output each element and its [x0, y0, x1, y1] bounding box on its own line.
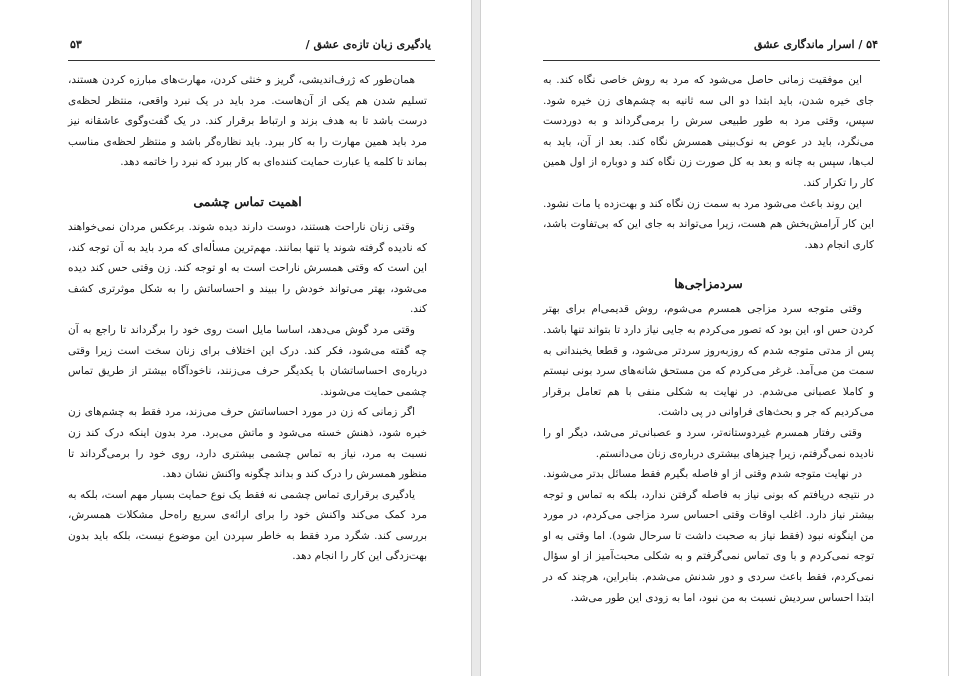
paragraph: وقتی مرد گوش می‌دهد، اساسا مایل است روی خود را برگرداند تا راجع به آن چه گفته می‌شود، فکر کند. درک این اختلاف برای زنان سخت است زیرا وقتی درباره‌ی احساساتشان با یکدیگر حرف می‌زنند، ناخودآگاه بیشتر از طریق تماس چشمی حمایت می‌شوند.	[68, 323, 427, 398]
left-page-header-title: یادگیری زبان تازه‌ی عشق /	[305, 38, 431, 51]
book-gutter	[472, 0, 480, 676]
left-page-body	[68, 70, 427, 567]
left-page-number: ۵۳	[70, 38, 82, 51]
paragraph: یادگیری برقراری تماس چشمی نه فقط یک نوع حمایت بسیار مهم است، بلکه به مرد کمک می‌کند واکنش خود را برای ارائه‌ی سریع راه‌حل مشکلات همسرش، بررسی کند. شگرد مرد فقط به خاطر سپردن این موضوع نیست، بلکه باید بدون بهت‌زدگی این کار را انجام دهد.	[68, 488, 427, 563]
left-header-rule	[68, 60, 435, 61]
paragraph: وقتی رفتار همسرم غیردوستانه‌تر، سرد و عصبانی‌تر می‌شد، دیگر او را نادیده نمی‌گرفتم، زیرا چیزهای بیشتری درباره‌ی زنان می‌دانستم.	[543, 426, 874, 460]
paragraph: این موفقیت زمانی حاصل می‌شود که مرد به روش خاصی نگاه کند. به جای خیره شدن، باید ابتدا دو الی سه ثانیه به چشم‌های زن خیره شود. سپس، وقتی مرد به طور طبیعی سرش را برمی‌گرداند و به دوردست می‌نگرد، باید در عوض به نوک‌بینی همسرش نگاه کند. بعد از آن، باید به لب‌ها، سپس به چانه و بعد به کل صورت زن نگاه کند و دوباره از اول همین کار را تکرار کند.	[543, 74, 874, 189]
section-heading-coldness: سردمزاجی‌ها	[674, 276, 743, 292]
left-page	[0, 0, 472, 676]
paragraph: این روند باعث می‌شود مرد به سمت زن نگاه کند و بهت‌زده یا مات نشود. این کار آرامش‌بخش هم هست، زیرا می‌تواند به جای این که بی‌تفاوت باشد، کاری انجام دهد.	[543, 197, 874, 251]
paragraph: وقتی زنان ناراحت هستند، دوست دارند دیده شوند. برعکس مردان نمی‌خواهند که نادیده گرفته شوند یا تنها بمانند. مهم‌ترین مسأله‌ای که مرد باید به آن توجه کند، این است که وقتی همسرش ناراحت است به او توجه کند. زن وقتی حس کند دیده می‌شود، بهتر می‌تواند خودش را ببیند و احساساتش را به شکل موثرتری کشف کند.	[68, 220, 427, 316]
paragraph: اگر زمانی که زن در مورد احساساتش حرف می‌زند، مرد فقط به چشم‌های زن خیره شود، ذهنش خسته می‌شود و ماتش می‌برد. مرد بدون اینکه درک کند زن نسبت به مرد، نیاز به تماس چشمی بیشتری دارد، روی خود را برمی‌گرداند تا منظور همسرش را درک کند و بداند چگونه واکنش نشان دهد.	[68, 406, 427, 481]
paragraph: همان‌طور که ژرف‌اندیشی، گریز و خنثی کردن، مهارت‌های مبارزه کردن هستند، تسلیم شدن هم یکی از آن‌هاست. مرد باید در یک نبرد واقعی، منتظر لحظه‌ی درست باشد تا به هدف بزند و ارتباط برقرار کند. در یک گفت‌وگوی عاشقانه نیز مرد باید همین مهارت را به کار ببرد. باید نظاره‌گر باشد و منتظر لحظه‌ی مناسب بماند تا کلمه یا عبارت حمایت کننده‌ای به کار ببرد که نبرد را خاتمه دهد.	[68, 74, 427, 169]
paragraph: وقتی متوجه سرد مزاجی همسرم می‌شوم، روش قدیمی‌ام برای بهتر کردن حس او، این بود که تصور می‌کردم به جایی نیاز دارد تا بتواند تنها باشد. پس از مدتی متوجه شدم که روزبه‌روز سردتر می‌شود، و قطعا یخبندانی به سمت من می‌آمد. غرغر می‌کردم که من مستحق شانه‌های سرد بونی نیستم و کاملا عصبانی می‌شدم. در نهایت به شکلی منفی با هم تعامل برقرار می‌کردیم که جر و بحث‌های فراوانی در پی داشت.	[543, 303, 874, 419]
right-page-body	[543, 70, 874, 608]
section-heading-eye-contact: اهمیت تماس چشمی	[193, 193, 302, 209]
right-page-header-title: ۵۴ / اسرار ماندگاری عشق	[753, 38, 878, 51]
paragraph: در نهایت متوجه شدم وقتی از او فاصله بگیرم فقط مسائل بدتر می‌شوند. در نتیجه دریافتم که بونی نیاز به فاصله گرفتن ندارد، بلکه به تماس و توجه بیشتر نیاز دارد. اغلب اوقات وقتی احساس سرد مزاجی می‌کردم، در مورد من اینگونه نبود (فقط نیاز به صحبت داشت تا سرحال شود). اما وقتی به او توجه نمی‌کردم و با وی تماس نمی‌گرفتم و به شکلی محبت‌آمیز از او سؤال نمی‌کردم، فقط باعث سردی و دور شدنش می‌شدم. بنابراین، هرچند که در ابتدا احساس سردیش نسبت به من نبود، اما به زودی این طور می‌شد.	[543, 468, 874, 604]
right-page	[480, 0, 948, 676]
next-page-edge	[948, 0, 959, 676]
right-header-rule	[543, 60, 880, 61]
